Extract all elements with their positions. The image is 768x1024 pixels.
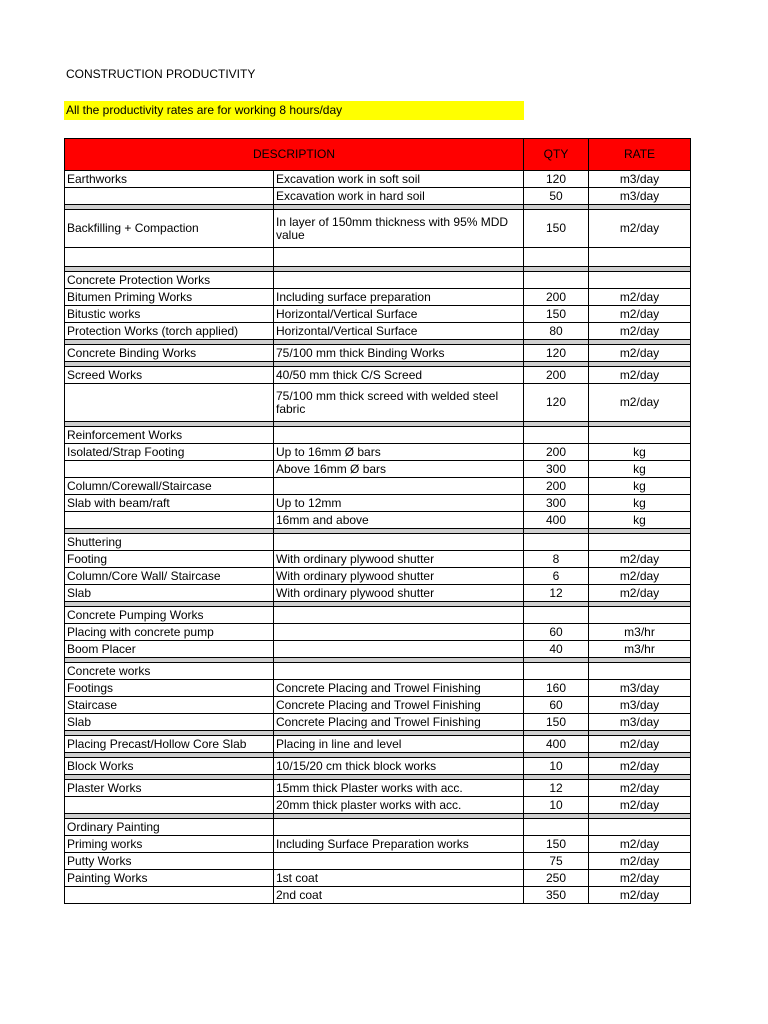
qty-cell: 250: [524, 870, 589, 887]
header-rate: RATE: [589, 139, 691, 171]
item-cell: Concrete Pumping Works: [65, 607, 274, 624]
table-row: [65, 697, 691, 714]
description-cell: 20mm thick plaster works with acc.: [274, 797, 524, 814]
table-row: [65, 758, 691, 775]
table-row: [65, 607, 691, 624]
table-row: [65, 819, 691, 836]
description-cell: Up to 16mm Ø bars: [274, 444, 524, 461]
rate-cell: kg: [589, 461, 691, 478]
qty-cell: 6: [524, 568, 589, 585]
item-cell: Putty Works: [65, 853, 274, 870]
blank-cell: [589, 248, 691, 267]
blank-row: [65, 248, 691, 267]
item-cell: Ordinary Painting: [65, 819, 274, 836]
description-cell: [274, 427, 524, 444]
item-cell: Bitustic works: [65, 306, 274, 323]
description-cell: 16mm and above: [274, 512, 524, 529]
header-qty: QTY: [524, 139, 589, 171]
description-cell: [274, 607, 524, 624]
rate-cell: m3/hr: [589, 641, 691, 658]
qty-cell: 50: [524, 188, 589, 205]
description-cell: [274, 624, 524, 641]
qty-cell: 12: [524, 585, 589, 602]
rate-cell: [589, 534, 691, 551]
item-cell: Plaster Works: [65, 780, 274, 797]
qty-cell: 150: [524, 714, 589, 731]
rate-cell: m2/day: [589, 289, 691, 306]
table-row: [65, 641, 691, 658]
qty-cell: 200: [524, 289, 589, 306]
item-cell: Protection Works (torch applied): [65, 323, 274, 340]
rate-cell: m2/day: [589, 853, 691, 870]
item-cell: Concrete Protection Works: [65, 272, 274, 289]
description-cell: [274, 534, 524, 551]
rate-cell: kg: [589, 444, 691, 461]
item-cell: Earthworks: [65, 171, 274, 188]
qty-cell: 300: [524, 461, 589, 478]
item-cell: Slab: [65, 585, 274, 602]
description-cell: [274, 641, 524, 658]
qty-cell: [524, 819, 589, 836]
table-row: [65, 367, 691, 384]
table-row: [65, 323, 691, 340]
description-cell: Excavation work in soft soil: [274, 171, 524, 188]
description-cell: Placing in line and level: [274, 736, 524, 753]
qty-cell: 400: [524, 736, 589, 753]
table-row: [65, 714, 691, 731]
qty-cell: 200: [524, 367, 589, 384]
item-cell: Placing with concrete pump: [65, 624, 274, 641]
blank-cell: [274, 248, 524, 267]
item-cell: Slab: [65, 714, 274, 731]
table-row: [65, 663, 691, 680]
rate-cell: m2/day: [589, 585, 691, 602]
table-row: [65, 568, 691, 585]
rate-cell: m2/day: [589, 836, 691, 853]
rate-cell: m2/day: [589, 887, 691, 904]
rate-cell: m2/day: [589, 870, 691, 887]
rate-cell: m2/day: [589, 551, 691, 568]
description-cell: Including Surface Preparation works: [274, 836, 524, 853]
rate-cell: [589, 819, 691, 836]
rate-cell: kg: [589, 512, 691, 529]
item-cell: [65, 797, 274, 814]
item-cell: [65, 887, 274, 904]
qty-cell: 160: [524, 680, 589, 697]
qty-cell: 120: [524, 384, 589, 422]
table-row: [65, 551, 691, 568]
rate-cell: m2/day: [589, 736, 691, 753]
description-cell: Concrete Placing and Trowel Finishing: [274, 697, 524, 714]
table-row: [65, 188, 691, 205]
qty-cell: 60: [524, 624, 589, 641]
description-cell: [274, 819, 524, 836]
qty-cell: 10: [524, 758, 589, 775]
qty-cell: 120: [524, 345, 589, 362]
item-cell: [65, 384, 274, 422]
item-cell: [65, 461, 274, 478]
rate-cell: m2/day: [589, 797, 691, 814]
rate-cell: [589, 607, 691, 624]
item-cell: Backfilling + Compaction: [65, 210, 274, 248]
item-cell: Placing Precast/Hollow Core Slab: [65, 736, 274, 753]
description-cell: With ordinary plywood shutter: [274, 585, 524, 602]
table-row: [65, 272, 691, 289]
rate-cell: kg: [589, 495, 691, 512]
item-cell: Shuttering: [65, 534, 274, 551]
table-row: [65, 853, 691, 870]
rate-cell: m3/hr: [589, 624, 691, 641]
rate-cell: m3/day: [589, 714, 691, 731]
rate-cell: m2/day: [589, 758, 691, 775]
qty-cell: 200: [524, 444, 589, 461]
item-cell: Reinforcement Works: [65, 427, 274, 444]
item-cell: Column/Core Wall/ Staircase: [65, 568, 274, 585]
item-cell: Concrete works: [65, 663, 274, 680]
item-cell: Staircase: [65, 697, 274, 714]
qty-cell: [524, 663, 589, 680]
table-row: [65, 780, 691, 797]
description-cell: Excavation work in hard soil: [274, 188, 524, 205]
qty-cell: 8: [524, 551, 589, 568]
table-row: [65, 444, 691, 461]
description-cell: Horizontal/Vertical Surface: [274, 323, 524, 340]
qty-cell: 12: [524, 780, 589, 797]
description-cell: [274, 478, 524, 495]
description-cell: With ordinary plywood shutter: [274, 551, 524, 568]
table-row: [65, 461, 691, 478]
table-row: [65, 289, 691, 306]
rate-cell: m2/day: [589, 780, 691, 797]
qty-cell: 80: [524, 323, 589, 340]
description-cell: 75/100 mm thick Binding Works: [274, 345, 524, 362]
table-row: [65, 512, 691, 529]
item-cell: Footings: [65, 680, 274, 697]
item-cell: Isolated/Strap Footing: [65, 444, 274, 461]
table-row: [65, 797, 691, 814]
table-row: [65, 680, 691, 697]
qty-cell: 10: [524, 797, 589, 814]
description-cell: Up to 12mm: [274, 495, 524, 512]
item-cell: Footing: [65, 551, 274, 568]
qty-cell: 40: [524, 641, 589, 658]
description-cell: 2nd coat: [274, 887, 524, 904]
qty-cell: 150: [524, 306, 589, 323]
rate-cell: m2/day: [589, 384, 691, 422]
description-cell: [274, 272, 524, 289]
item-cell: Bitumen Priming Works: [65, 289, 274, 306]
rate-cell: m2/day: [589, 306, 691, 323]
item-cell: Block Works: [65, 758, 274, 775]
description-cell: 1st coat: [274, 870, 524, 887]
qty-cell: 400: [524, 512, 589, 529]
table-row: [65, 870, 691, 887]
header-description: DESCRIPTION: [65, 139, 524, 171]
qty-cell: [524, 607, 589, 624]
table-row: [65, 210, 691, 248]
qty-cell: 60: [524, 697, 589, 714]
rate-cell: [589, 663, 691, 680]
description-cell: Concrete Placing and Trowel Finishing: [274, 680, 524, 697]
description-cell: 10/15/20 cm thick block works: [274, 758, 524, 775]
description-cell: Concrete Placing and Trowel Finishing: [274, 714, 524, 731]
table-body: [65, 171, 691, 904]
item-cell: [65, 188, 274, 205]
rate-cell: [589, 427, 691, 444]
table-row: [65, 836, 691, 853]
qty-cell: 150: [524, 210, 589, 248]
rate-cell: kg: [589, 478, 691, 495]
table-row: [65, 478, 691, 495]
highlighted-note: All the productivity rates are for working 8 hours/day: [64, 101, 524, 120]
rate-cell: m3/day: [589, 171, 691, 188]
qty-cell: 120: [524, 171, 589, 188]
item-cell: Slab with beam/raft: [65, 495, 274, 512]
item-cell: Screed Works: [65, 367, 274, 384]
table-row: [65, 736, 691, 753]
description-cell: Including surface preparation: [274, 289, 524, 306]
description-cell: Horizontal/Vertical Surface: [274, 306, 524, 323]
table-row: [65, 534, 691, 551]
description-cell: 15mm thick Plaster works with acc.: [274, 780, 524, 797]
description-cell: [274, 663, 524, 680]
blank-cell: [524, 248, 589, 267]
description-cell: 40/50 mm thick C/S Screed: [274, 367, 524, 384]
description-cell: 75/100 mm thick screed with welded steel fabric: [274, 384, 524, 422]
table-row: [65, 345, 691, 362]
item-cell: Painting Works: [65, 870, 274, 887]
table-row: [65, 624, 691, 641]
rate-cell: m2/day: [589, 210, 691, 248]
description-cell: Above 16mm Ø bars: [274, 461, 524, 478]
qty-cell: [524, 427, 589, 444]
blank-cell: [65, 248, 274, 267]
description-cell: In layer of 150mm thickness with 95% MDD value: [274, 210, 524, 248]
rate-cell: m3/day: [589, 188, 691, 205]
qty-cell: 350: [524, 887, 589, 904]
rate-cell: m2/day: [589, 323, 691, 340]
page-title: CONSTRUCTION PRODUCTIVITY: [66, 67, 256, 81]
rate-cell: m2/day: [589, 367, 691, 384]
qty-cell: 75: [524, 853, 589, 870]
table-row: [65, 306, 691, 323]
qty-cell: 150: [524, 836, 589, 853]
rate-cell: m3/day: [589, 697, 691, 714]
productivity-table: [64, 138, 691, 904]
rate-cell: m2/day: [589, 568, 691, 585]
table-row: [65, 384, 691, 422]
item-cell: Column/Corewall/Staircase: [65, 478, 274, 495]
item-cell: Concrete Binding Works: [65, 345, 274, 362]
table-row: [65, 427, 691, 444]
header-row: [65, 139, 691, 171]
description-cell: With ordinary plywood shutter: [274, 568, 524, 585]
rate-cell: m3/day: [589, 680, 691, 697]
table-row: [65, 171, 691, 188]
table-row: [65, 585, 691, 602]
item-cell: [65, 512, 274, 529]
rate-cell: m2/day: [589, 345, 691, 362]
item-cell: Priming works: [65, 836, 274, 853]
table-row: [65, 887, 691, 904]
qty-cell: 300: [524, 495, 589, 512]
rate-cell: [589, 272, 691, 289]
table-row: [65, 495, 691, 512]
item-cell: Boom Placer: [65, 641, 274, 658]
qty-cell: [524, 534, 589, 551]
qty-cell: [524, 272, 589, 289]
description-cell: [274, 853, 524, 870]
qty-cell: 200: [524, 478, 589, 495]
